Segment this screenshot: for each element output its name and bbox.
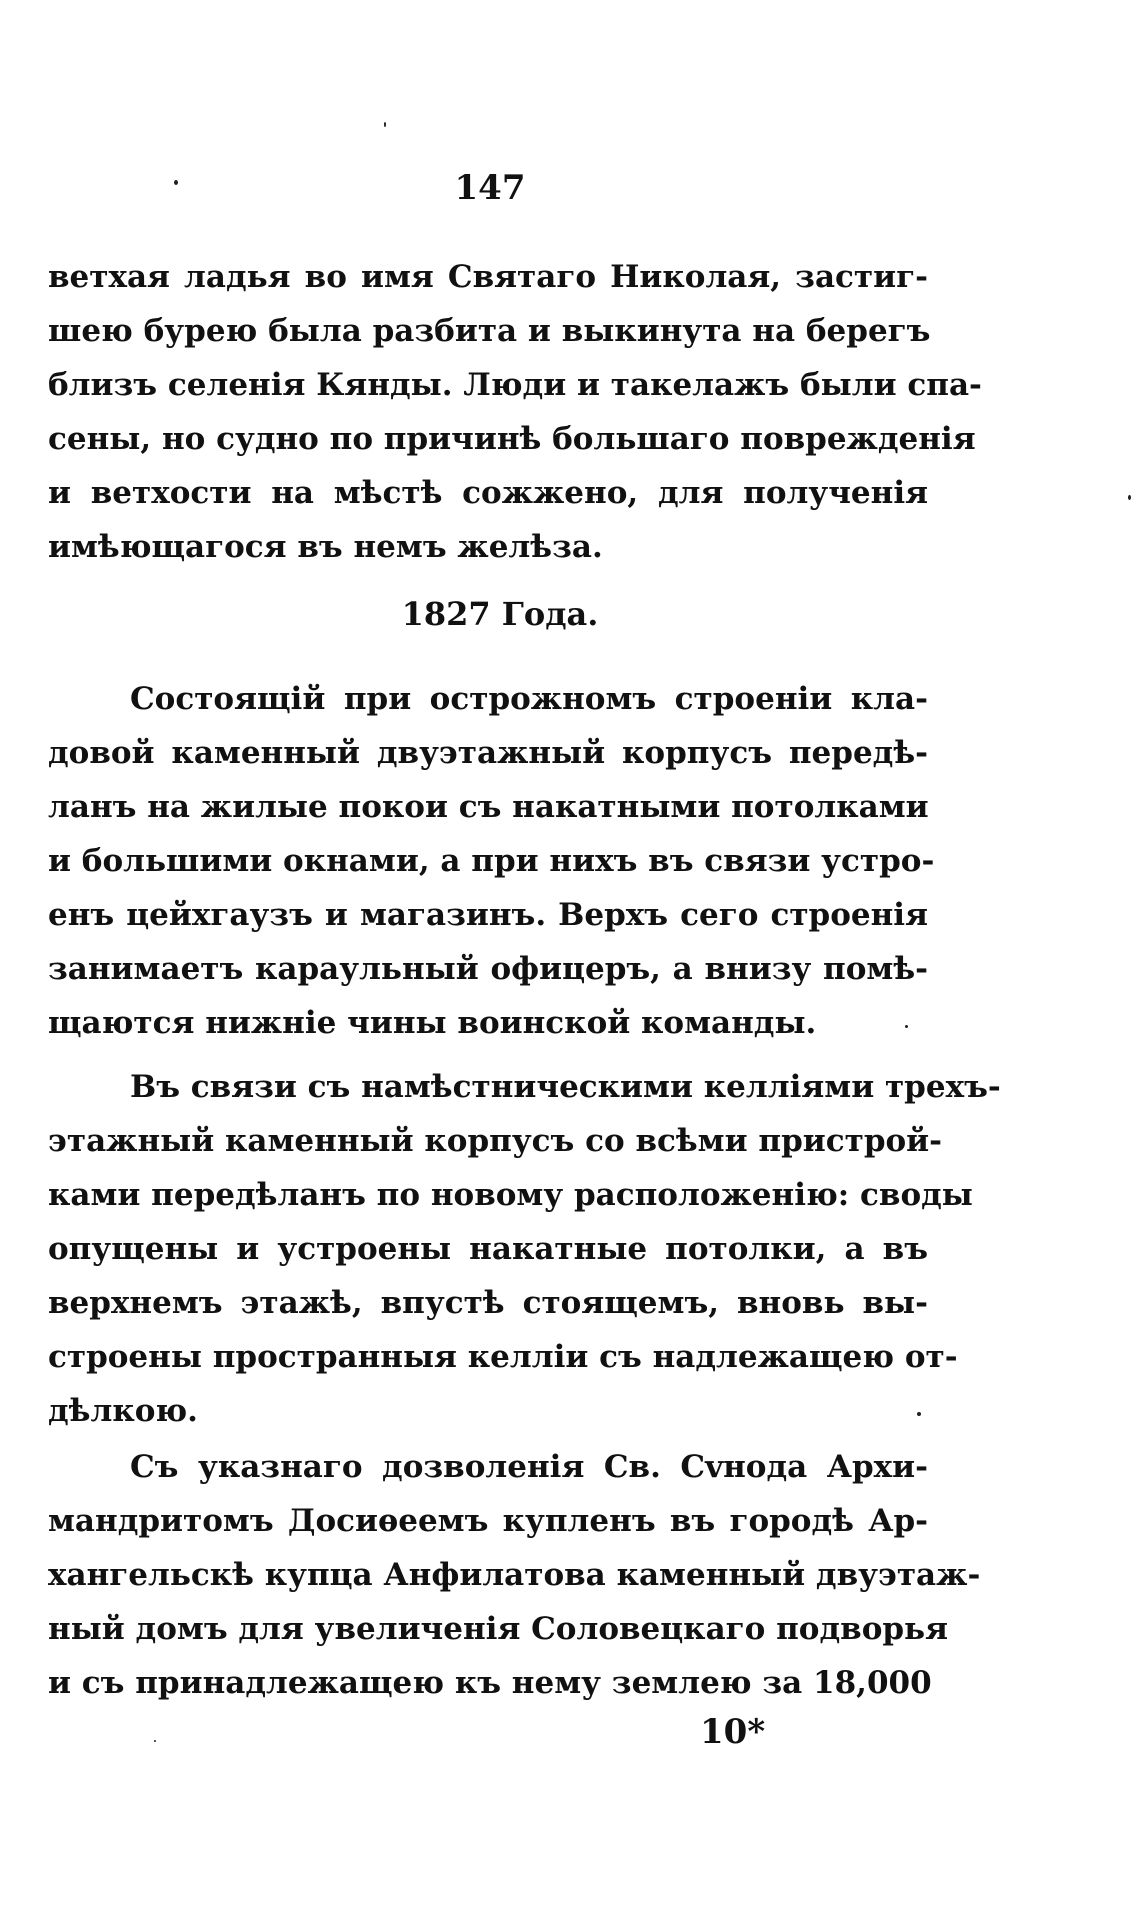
text-line: Въ связи съ намѣстническими келліями трехъ- xyxy=(130,1069,1001,1105)
text-line: ветхая ладья во имя Святаго Николая, застиг- xyxy=(48,259,928,295)
text-line: имѣющагося въ немъ желѣза. xyxy=(48,529,603,565)
text-line: довой каменный двуэтажный корпусъ передѣ- xyxy=(48,735,928,771)
paragraph-1 xyxy=(48,250,982,574)
scan-speck xyxy=(154,1740,156,1742)
scan-speck xyxy=(174,180,178,185)
scan-speck xyxy=(384,122,386,127)
scan-speck xyxy=(917,1412,921,1416)
scan-speck xyxy=(905,1025,908,1028)
text-line: сены, но судно по причинѣ большаго поврежденія xyxy=(48,421,976,457)
text-line: Съ указнаго дозволенія Св. Сvнода Архи- xyxy=(130,1449,928,1485)
text-line: хангельскѣ купца Анфилатова каменный двуэтаж- xyxy=(48,1557,981,1593)
text-line: верхнемъ этажѣ, впустѣ стоящемъ, вновь вы- xyxy=(48,1285,928,1321)
text-line: и ветхости на мѣстѣ сожжено, для полученія xyxy=(48,475,928,511)
text-line: ланъ на жилые покои съ накатными потолками xyxy=(48,789,929,825)
text-line: и большими окнами, а при нихъ въ связи устро- xyxy=(48,843,935,879)
text-line: строены пространныя келліи съ надлежащею от- xyxy=(48,1339,958,1375)
text-line: близъ селенія Кянды. Люди и такелажъ были спа- xyxy=(48,367,982,403)
text-line: мандритомъ Досиѳеемъ купленъ въ городѣ Ар- xyxy=(48,1503,928,1539)
text-line: ный домъ для увеличенія Соловецкаго подворья xyxy=(48,1611,948,1647)
text-line: щаются нижніе чины воинской команды. xyxy=(48,1005,817,1041)
paragraph-2 xyxy=(48,672,935,1050)
section-heading: 1827 Года. xyxy=(401,595,599,633)
printer-signature: 10* xyxy=(700,1712,766,1752)
text-line: и съ принадлежащею къ нему землею за 18,000 xyxy=(48,1665,932,1701)
text-line: ками передѣланъ по новому расположенію: своды xyxy=(48,1177,973,1213)
text-line: Состоящій при острожномъ строеніи кла- xyxy=(130,681,928,717)
page-number: 147 xyxy=(454,168,526,208)
text-line: шею бурею была разбита и выкинута на берегъ xyxy=(48,313,931,349)
text-line: опущены и устроены накатные потолки, а въ xyxy=(48,1231,928,1267)
paragraph-3 xyxy=(48,1060,1001,1438)
scan-speck xyxy=(1128,495,1131,500)
text-line: этажный каменный корпусъ со всѣми пристрой- xyxy=(48,1123,943,1159)
paragraph-4 xyxy=(48,1440,981,1710)
text-line: дѣлкою. xyxy=(48,1393,198,1429)
text-line: енъ цейхгаузъ и магазинъ. Верхъ сего строенія xyxy=(48,897,928,933)
text-line: занимаетъ караульный офицеръ, а внизу помѣ- xyxy=(48,951,928,987)
